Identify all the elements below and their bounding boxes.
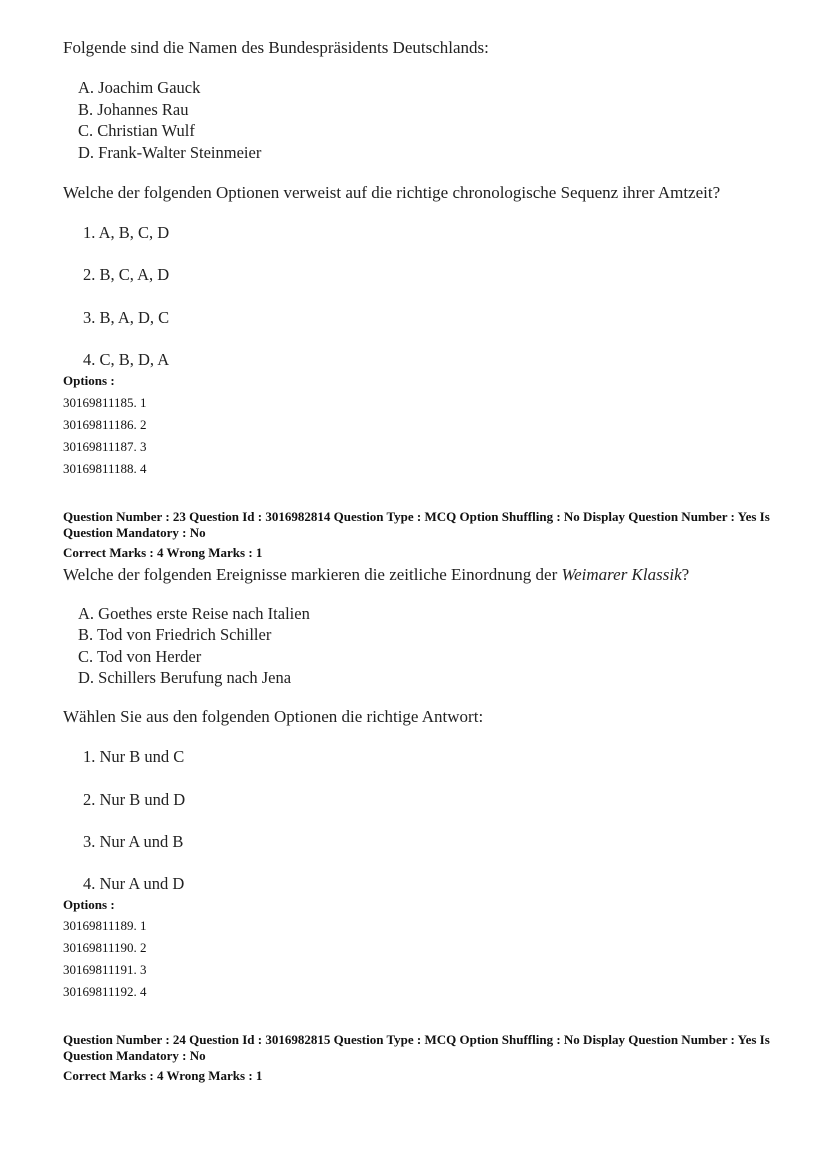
q22-option-id-2: 30169811186. 2 [63, 417, 147, 432]
q23-item-d: D. Schillers Berufung nach Jena [78, 668, 292, 687]
q23-option-id-4: 30169811192. 4 [63, 984, 147, 999]
q23-answer-2: 2. Nur B und D [83, 790, 186, 809]
q23-question-italic: Weimarer Klassik [561, 565, 682, 584]
q23-answer-1: 1. Nur B und C [83, 747, 185, 766]
q22-item-d: D. Frank-Walter Steinmeier [78, 143, 262, 162]
q22-option-id-3: 30169811187. 3 [63, 439, 147, 454]
q22-option-id-1: 30169811185. 1 [63, 395, 147, 410]
q23-option-id-3: 30169811191. 3 [63, 962, 147, 977]
q23-answer-4: 4. Nur A und D [83, 874, 185, 893]
q22-item-b: B. Johannes Rau [78, 100, 189, 119]
q23-answer-3: 3. Nur A und B [83, 832, 184, 851]
q22-item-c: C. Christian Wulf [78, 121, 195, 140]
q22-option-id-4: 30169811188. 4 [63, 461, 147, 476]
q22-item-a: A. Joachim Gauck [78, 78, 201, 97]
q23-item-c: C. Tod von Herder [78, 647, 202, 666]
q22-answer-4: 4. C, B, D, A [83, 350, 170, 369]
q23-item-a: A. Goethes erste Reise nach Italien [78, 604, 310, 623]
q23-options-label: Options : [63, 897, 115, 912]
q23-item-b: B. Tod von Friedrich Schiller [78, 625, 272, 644]
q22-answer-2: 2. B, C, A, D [83, 265, 170, 284]
q23-question-suffix: ? [681, 565, 690, 584]
q24-meta: Question Number : 24 Question Id : 3016982815 Question Type : MCQ Option Shuffling : No Display Question Number : Yes Is Question Mandatory : No [63, 1032, 770, 1063]
q23-option-id-2: 30169811190. 2 [63, 940, 147, 955]
q23-meta: Question Number : 23 Question Id : 3016982814 Question Type : MCQ Option Shuffling : No Display Question Number : Yes Is Question Mandatory : No [63, 509, 770, 540]
q22-options-label: Options : [63, 373, 115, 388]
q22-answer-3: 3. B, A, D, C [83, 308, 170, 327]
q23-option-id-1: 30169811189. 1 [63, 918, 147, 933]
q24-marks: Correct Marks : 4 Wrong Marks : 1 [63, 1068, 263, 1083]
q22-question: Welche der folgenden Optionen verweist auf die richtige chronologische Sequenz ihrer Amtzeit? [63, 183, 721, 202]
q23-question-prefix: Welche der folgenden Ereignisse markieren die zeitliche Einordnung der [63, 565, 562, 584]
q22-intro: Folgende sind die Namen des Bundespräsidents Deutschlands: [63, 38, 489, 57]
q22-answer-1: 1. A, B, C, D [83, 223, 170, 242]
q23-question [63, 565, 689, 585]
q23-prompt: Wählen Sie aus den folgenden Optionen die richtige Antwort: [63, 707, 484, 726]
q23-marks: Correct Marks : 4 Wrong Marks : 1 [63, 545, 263, 560]
